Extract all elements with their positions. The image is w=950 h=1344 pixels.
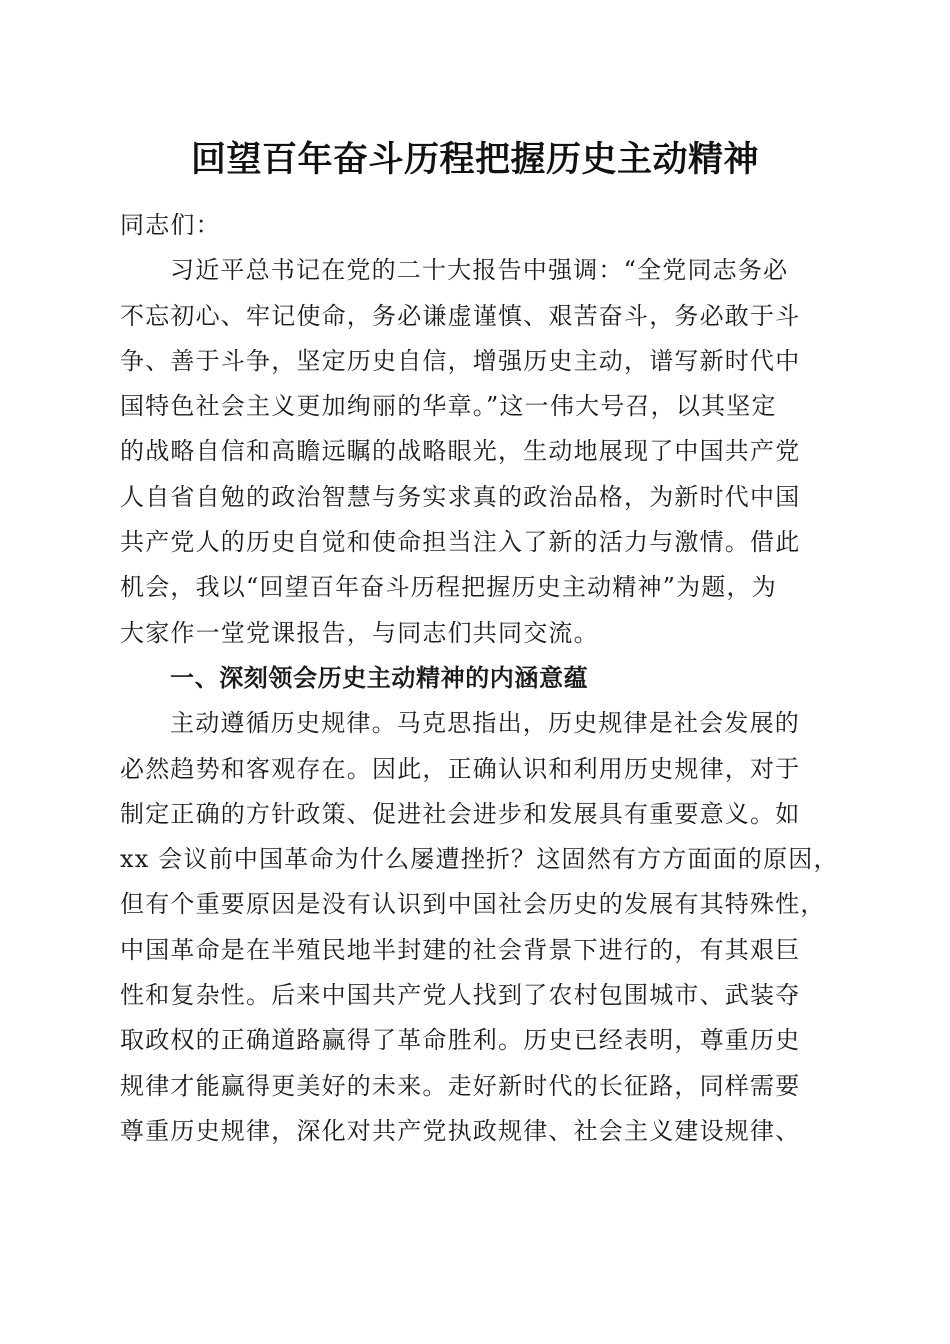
paragraph-line: 大家作一堂党课报告，与同志们共同交流。 (120, 618, 599, 647)
document-body (120, 203, 839, 1154)
paragraph-line: 不忘初心、牢记使命，务必谦虚谨慎、艰苦奋斗，务必敢于斗 (120, 301, 801, 330)
paragraph-line: 国特色社会主义更加绚丽的华章。”这一伟大号召，以其坚定 (120, 392, 777, 421)
paragraph-line: 规律才能赢得更美好的未来。走好新时代的长征路，同样需要 (120, 1071, 801, 1100)
paragraph-line: 共产党人的历史自觉和使命担当注入了新的活力与激情。借此 (120, 528, 801, 557)
paragraph-line: 主动遵循历史规律。马克思指出，历史规律是社会发展的 (170, 709, 800, 738)
document-title: 回望百年奋斗历程把握历史主动精神 (190, 140, 759, 180)
section-heading: 一、深刻领会历史主动精神的内涵意蕴 (170, 663, 589, 692)
paragraph-line: xx 会议前中国革命为什么屡遭挫折？这固然有方方面面的原因， (120, 845, 839, 874)
paragraph-line: 人自省自勉的政治智慧与务实求真的政治品格，为新时代中国 (120, 482, 801, 511)
paragraph-line: 性和复杂性。后来中国共产党人找到了农村包围城市、武装夺 (120, 981, 801, 1010)
salutation: 同志们： (120, 211, 221, 239)
paragraph-line: 尊重历史规律，深化对共产党执政规律、社会主义建设规律、 (120, 1116, 801, 1145)
paragraph-line: 争、善于斗争，坚定历史自信，增强历史主动，谱写新时代中 (120, 346, 801, 375)
paragraph-line: 必然趋势和客观存在。因此，正确认识和利用历史规律，对于 (120, 754, 801, 783)
paragraph-line: 机会，我以“回望百年奋斗历程把握历史主动精神”为题，为 (120, 573, 777, 602)
paragraph-line: 制定正确的方针政策、促进社会进步和发展具有重要意义。如 (120, 799, 801, 828)
paragraph-line: 中国革命是在半殖民地半封建的社会背景下进行的，有其艰巨 (120, 935, 801, 964)
paragraph-line: 的战略自信和高瞻远瞩的战略眼光，生动地展现了中国共产党 (120, 437, 801, 466)
paragraph-line: 但有个重要原因是没有认识到中国社会历史的发展有其特殊性， (120, 890, 826, 919)
paragraph-line: 习近平总书记在党的二十大报告中强调：“全党同志务必 (170, 256, 789, 285)
paragraph-line: 取政权的正确道路赢得了革命胜利。历史已经表明，尊重历史 (120, 1026, 801, 1055)
